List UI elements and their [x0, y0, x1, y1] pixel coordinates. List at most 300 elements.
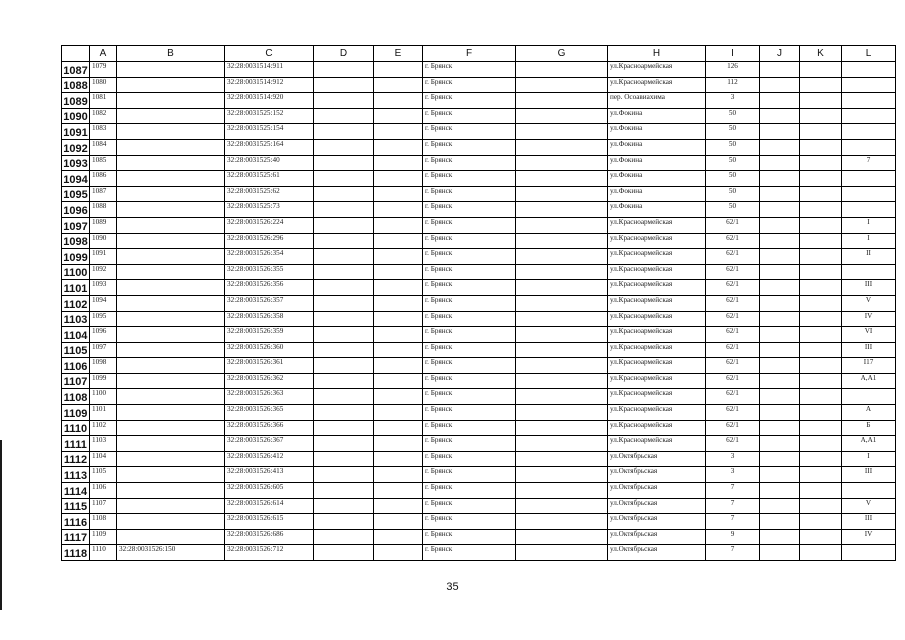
cell-d[interactable] [314, 467, 374, 483]
row-number[interactable]: 1118 [62, 545, 90, 561]
cell-g[interactable] [516, 249, 608, 265]
cell-h[interactable]: ул.Фокина [608, 186, 706, 202]
cell-g[interactable] [516, 498, 608, 514]
cell-j[interactable] [760, 93, 800, 109]
cell-e[interactable] [374, 358, 423, 374]
cell-e[interactable] [374, 62, 423, 78]
row-number[interactable]: 1089 [62, 93, 90, 109]
cell-l[interactable]: А [842, 405, 896, 421]
cell-l[interactable]: V [842, 295, 896, 311]
cell-l[interactable]: I17 [842, 358, 896, 374]
cell-j[interactable] [760, 249, 800, 265]
cell-a[interactable]: 1083 [90, 124, 117, 140]
cell-j[interactable] [760, 155, 800, 171]
cell-a[interactable]: 1079 [90, 62, 117, 78]
cell-k[interactable] [800, 327, 842, 343]
cell-k[interactable] [800, 249, 842, 265]
cell-l[interactable] [842, 124, 896, 140]
row-number[interactable]: 1106 [62, 358, 90, 374]
cell-a[interactable]: 1096 [90, 327, 117, 343]
cell-f[interactable]: г. Брянск [423, 171, 516, 187]
row-number[interactable]: 1090 [62, 108, 90, 124]
row-number[interactable]: 1113 [62, 467, 90, 483]
row-number[interactable]: 1107 [62, 373, 90, 389]
cell-g[interactable] [516, 311, 608, 327]
cell-f[interactable]: г. Брянск [423, 108, 516, 124]
cell-b[interactable] [117, 186, 225, 202]
cell-i[interactable]: 62/1 [706, 436, 760, 452]
cell-i[interactable]: 62/1 [706, 311, 760, 327]
cell-d[interactable] [314, 436, 374, 452]
cell-k[interactable] [800, 529, 842, 545]
cell-a[interactable]: 1087 [90, 186, 117, 202]
cell-i[interactable]: 3 [706, 451, 760, 467]
cell-d[interactable] [314, 529, 374, 545]
cell-b[interactable] [117, 514, 225, 530]
cell-l[interactable] [842, 202, 896, 218]
cell-h[interactable]: ул.Фокина [608, 202, 706, 218]
cell-e[interactable] [374, 467, 423, 483]
cell-b[interactable] [117, 124, 225, 140]
cell-b[interactable] [117, 62, 225, 78]
cell-f[interactable]: г. Брянск [423, 483, 516, 499]
cell-f[interactable]: г. Брянск [423, 420, 516, 436]
cell-a[interactable]: 1088 [90, 202, 117, 218]
cell-b[interactable] [117, 249, 225, 265]
cell-i[interactable]: 62/1 [706, 342, 760, 358]
cell-h[interactable]: ул.Фокина [608, 139, 706, 155]
cell-j[interactable] [760, 373, 800, 389]
cell-k[interactable] [800, 467, 842, 483]
cell-c[interactable]: 32:28:0031514:912 [225, 77, 314, 93]
cell-f[interactable]: г. Брянск [423, 467, 516, 483]
cell-j[interactable] [760, 171, 800, 187]
cell-g[interactable] [516, 186, 608, 202]
cell-j[interactable] [760, 186, 800, 202]
cell-d[interactable] [314, 217, 374, 233]
cell-e[interactable] [374, 233, 423, 249]
cell-i[interactable]: 62/1 [706, 358, 760, 374]
cell-a[interactable]: 1089 [90, 217, 117, 233]
cell-l[interactable]: III [842, 514, 896, 530]
row-number[interactable]: 1095 [62, 186, 90, 202]
cell-c[interactable]: 32:28:0031525:73 [225, 202, 314, 218]
cell-i[interactable]: 62/1 [706, 420, 760, 436]
cell-g[interactable] [516, 514, 608, 530]
cell-f[interactable]: г. Брянск [423, 498, 516, 514]
cell-l[interactable] [842, 545, 896, 561]
cell-d[interactable] [314, 545, 374, 561]
cell-b[interactable] [117, 483, 225, 499]
cell-d[interactable] [314, 139, 374, 155]
cell-l[interactable]: I [842, 217, 896, 233]
cell-j[interactable] [760, 342, 800, 358]
cell-j[interactable] [760, 467, 800, 483]
cell-l[interactable]: I [842, 233, 896, 249]
cell-k[interactable] [800, 171, 842, 187]
cell-j[interactable] [760, 358, 800, 374]
cell-c[interactable]: 32:28:0031525:62 [225, 186, 314, 202]
row-number[interactable]: 1101 [62, 280, 90, 296]
row-number[interactable]: 1109 [62, 405, 90, 421]
cell-j[interactable] [760, 436, 800, 452]
cell-d[interactable] [314, 186, 374, 202]
cell-e[interactable] [374, 498, 423, 514]
cell-i[interactable]: 62/1 [706, 280, 760, 296]
cell-l[interactable]: А,А1 [842, 436, 896, 452]
cell-g[interactable] [516, 202, 608, 218]
cell-g[interactable] [516, 358, 608, 374]
row-number[interactable]: 1116 [62, 514, 90, 530]
cell-i[interactable]: 50 [706, 108, 760, 124]
cell-c[interactable]: 32:28:0031526:605 [225, 483, 314, 499]
column-header-g[interactable]: G [516, 46, 608, 62]
cell-g[interactable] [516, 62, 608, 78]
cell-e[interactable] [374, 295, 423, 311]
cell-b[interactable] [117, 405, 225, 421]
cell-e[interactable] [374, 139, 423, 155]
cell-f[interactable]: г. Брянск [423, 264, 516, 280]
cell-e[interactable] [374, 342, 423, 358]
cell-b[interactable] [117, 139, 225, 155]
cell-f[interactable]: г. Брянск [423, 327, 516, 343]
row-number[interactable]: 1087 [62, 62, 90, 78]
cell-l[interactable]: А,А1 [842, 373, 896, 389]
cell-k[interactable] [800, 217, 842, 233]
cell-a[interactable]: 1093 [90, 280, 117, 296]
cell-g[interactable] [516, 233, 608, 249]
cell-g[interactable] [516, 155, 608, 171]
cell-j[interactable] [760, 217, 800, 233]
cell-c[interactable]: 32:28:0031526:686 [225, 529, 314, 545]
cell-b[interactable] [117, 155, 225, 171]
cell-e[interactable] [374, 436, 423, 452]
cell-a[interactable]: 1100 [90, 389, 117, 405]
cell-k[interactable] [800, 77, 842, 93]
cell-l[interactable] [842, 264, 896, 280]
row-number[interactable]: 1096 [62, 202, 90, 218]
cell-i[interactable]: 50 [706, 155, 760, 171]
cell-k[interactable] [800, 186, 842, 202]
cell-l[interactable]: II [842, 249, 896, 265]
cell-i[interactable]: 7 [706, 483, 760, 499]
cell-d[interactable] [314, 498, 374, 514]
cell-i[interactable]: 62/1 [706, 405, 760, 421]
cell-i[interactable]: 62/1 [706, 264, 760, 280]
cell-c[interactable]: 32:28:0031526:712 [225, 545, 314, 561]
cell-f[interactable]: г. Брянск [423, 295, 516, 311]
cell-f[interactable]: г. Брянск [423, 186, 516, 202]
cell-a[interactable]: 1085 [90, 155, 117, 171]
cell-c[interactable]: 32:28:0031526:355 [225, 264, 314, 280]
cell-b[interactable] [117, 342, 225, 358]
cell-c[interactable]: 32:28:0031526:359 [225, 327, 314, 343]
cell-b[interactable] [117, 264, 225, 280]
cell-f[interactable]: г. Брянск [423, 545, 516, 561]
cell-k[interactable] [800, 514, 842, 530]
cell-e[interactable] [374, 373, 423, 389]
cell-h[interactable]: ул.Красноармейская [608, 373, 706, 389]
cell-l[interactable] [842, 483, 896, 499]
cell-g[interactable] [516, 77, 608, 93]
cell-f[interactable]: г. Брянск [423, 77, 516, 93]
cell-h[interactable]: ул.Фокина [608, 124, 706, 140]
cell-g[interactable] [516, 108, 608, 124]
cell-i[interactable]: 3 [706, 467, 760, 483]
cell-d[interactable] [314, 171, 374, 187]
cell-j[interactable] [760, 514, 800, 530]
column-header-i[interactable]: I [706, 46, 760, 62]
cell-k[interactable] [800, 405, 842, 421]
column-header-a[interactable]: A [90, 46, 117, 62]
cell-l[interactable]: VI [842, 327, 896, 343]
cell-h[interactable]: ул.Октябрьская [608, 451, 706, 467]
cell-g[interactable] [516, 545, 608, 561]
cell-i[interactable]: 7 [706, 545, 760, 561]
row-number[interactable]: 1092 [62, 139, 90, 155]
cell-k[interactable] [800, 139, 842, 155]
cell-d[interactable] [314, 77, 374, 93]
cell-l[interactable]: IV [842, 311, 896, 327]
cell-k[interactable] [800, 389, 842, 405]
cell-f[interactable]: г. Брянск [423, 280, 516, 296]
cell-h[interactable]: ул.Октябрьская [608, 545, 706, 561]
cell-j[interactable] [760, 77, 800, 93]
cell-g[interactable] [516, 93, 608, 109]
cell-b[interactable] [117, 280, 225, 296]
cell-e[interactable] [374, 155, 423, 171]
cell-l[interactable] [842, 77, 896, 93]
cell-j[interactable] [760, 327, 800, 343]
cell-l[interactable]: Б [842, 420, 896, 436]
cell-c[interactable]: 32:28:0031525:152 [225, 108, 314, 124]
cell-h[interactable]: ул.Красноармейская [608, 77, 706, 93]
cell-k[interactable] [800, 202, 842, 218]
cell-d[interactable] [314, 280, 374, 296]
cell-e[interactable] [374, 451, 423, 467]
cell-a[interactable]: 1110 [90, 545, 117, 561]
cell-b[interactable] [117, 420, 225, 436]
cell-k[interactable] [800, 62, 842, 78]
cell-i[interactable]: 50 [706, 186, 760, 202]
cell-b[interactable] [117, 327, 225, 343]
column-header-b[interactable]: B [117, 46, 225, 62]
cell-h[interactable]: ул.Октябрьская [608, 514, 706, 530]
cell-f[interactable]: г. Брянск [423, 139, 516, 155]
cell-e[interactable] [374, 77, 423, 93]
cell-f[interactable]: г. Брянск [423, 342, 516, 358]
cell-c[interactable]: 32:28:0031526:360 [225, 342, 314, 358]
cell-g[interactable] [516, 124, 608, 140]
row-number[interactable]: 1099 [62, 249, 90, 265]
cell-j[interactable] [760, 108, 800, 124]
row-number[interactable]: 1105 [62, 342, 90, 358]
cell-a[interactable]: 1091 [90, 249, 117, 265]
cell-b[interactable] [117, 451, 225, 467]
cell-h[interactable]: ул.Красноармейская [608, 342, 706, 358]
cell-g[interactable] [516, 171, 608, 187]
cell-j[interactable] [760, 311, 800, 327]
cell-l[interactable] [842, 139, 896, 155]
cell-e[interactable] [374, 483, 423, 499]
cell-e[interactable] [374, 280, 423, 296]
cell-c[interactable]: 32:28:0031526:614 [225, 498, 314, 514]
cell-e[interactable] [374, 545, 423, 561]
cell-a[interactable]: 1092 [90, 264, 117, 280]
cell-g[interactable] [516, 373, 608, 389]
cell-j[interactable] [760, 420, 800, 436]
cell-c[interactable]: 32:28:0031526:296 [225, 233, 314, 249]
cell-c[interactable]: 32:28:0031526:354 [225, 249, 314, 265]
cell-b[interactable] [117, 77, 225, 93]
cell-l[interactable]: IV [842, 529, 896, 545]
cell-k[interactable] [800, 342, 842, 358]
cell-f[interactable]: г. Брянск [423, 124, 516, 140]
cell-k[interactable] [800, 311, 842, 327]
cell-i[interactable]: 50 [706, 124, 760, 140]
cell-h[interactable]: ул.Красноармейская [608, 311, 706, 327]
cell-i[interactable]: 62/1 [706, 295, 760, 311]
cell-j[interactable] [760, 405, 800, 421]
cell-f[interactable]: г. Брянск [423, 405, 516, 421]
cell-e[interactable] [374, 311, 423, 327]
cell-k[interactable] [800, 483, 842, 499]
cell-c[interactable]: 32:28:0031526:363 [225, 389, 314, 405]
cell-e[interactable] [374, 327, 423, 343]
cell-k[interactable] [800, 545, 842, 561]
cell-d[interactable] [314, 202, 374, 218]
cell-c[interactable]: 32:28:0031514:920 [225, 93, 314, 109]
cell-l[interactable]: III [842, 280, 896, 296]
cell-d[interactable] [314, 514, 374, 530]
cell-f[interactable]: г. Брянск [423, 233, 516, 249]
row-number[interactable]: 1094 [62, 171, 90, 187]
cell-h[interactable]: ул.Октябрьская [608, 529, 706, 545]
cell-g[interactable] [516, 342, 608, 358]
cell-d[interactable] [314, 62, 374, 78]
cell-l[interactable]: I [842, 451, 896, 467]
cell-b[interactable] [117, 389, 225, 405]
cell-k[interactable] [800, 358, 842, 374]
cell-d[interactable] [314, 93, 374, 109]
cell-k[interactable] [800, 108, 842, 124]
row-number[interactable]: 1104 [62, 327, 90, 343]
cell-a[interactable]: 1090 [90, 233, 117, 249]
cell-d[interactable] [314, 358, 374, 374]
cell-f[interactable]: г. Брянск [423, 93, 516, 109]
cell-d[interactable] [314, 108, 374, 124]
cell-i[interactable]: 50 [706, 171, 760, 187]
cell-e[interactable] [374, 405, 423, 421]
cell-c[interactable]: 32:28:0031526:367 [225, 436, 314, 452]
cell-a[interactable]: 1106 [90, 483, 117, 499]
row-number[interactable]: 1114 [62, 483, 90, 499]
cell-h[interactable]: ул.Октябрьская [608, 483, 706, 499]
cell-e[interactable] [374, 420, 423, 436]
cell-k[interactable] [800, 451, 842, 467]
cell-b[interactable] [117, 295, 225, 311]
row-number[interactable]: 1088 [62, 77, 90, 93]
cell-d[interactable] [314, 483, 374, 499]
cell-g[interactable] [516, 280, 608, 296]
cell-a[interactable]: 1104 [90, 451, 117, 467]
cell-f[interactable]: г. Брянск [423, 62, 516, 78]
cell-f[interactable]: г. Брянск [423, 436, 516, 452]
cell-a[interactable]: 1109 [90, 529, 117, 545]
cell-a[interactable]: 1086 [90, 171, 117, 187]
cell-j[interactable] [760, 451, 800, 467]
cell-f[interactable]: г. Брянск [423, 155, 516, 171]
corner-cell[interactable] [62, 46, 90, 62]
cell-c[interactable]: 32:28:0031526:224 [225, 217, 314, 233]
cell-g[interactable] [516, 139, 608, 155]
cell-i[interactable]: 126 [706, 62, 760, 78]
cell-h[interactable]: ул.Фокина [608, 155, 706, 171]
cell-j[interactable] [760, 295, 800, 311]
cell-c[interactable]: 32:28:0031525:61 [225, 171, 314, 187]
cell-c[interactable]: 32:28:0031526:361 [225, 358, 314, 374]
cell-g[interactable] [516, 405, 608, 421]
cell-l[interactable]: V [842, 498, 896, 514]
cell-a[interactable]: 1108 [90, 514, 117, 530]
cell-k[interactable] [800, 264, 842, 280]
cell-c[interactable]: 32:28:0031525:154 [225, 124, 314, 140]
cell-h[interactable]: ул.Красноармейская [608, 295, 706, 311]
cell-f[interactable]: г. Брянск [423, 249, 516, 265]
column-header-e[interactable]: E [374, 46, 423, 62]
cell-j[interactable] [760, 389, 800, 405]
cell-j[interactable] [760, 280, 800, 296]
column-header-j[interactable]: J [760, 46, 800, 62]
cell-k[interactable] [800, 280, 842, 296]
cell-c[interactable]: 32:28:0031526:413 [225, 467, 314, 483]
cell-l[interactable] [842, 62, 896, 78]
cell-c[interactable]: 32:28:0031525:164 [225, 139, 314, 155]
cell-j[interactable] [760, 264, 800, 280]
cell-c[interactable]: 32:28:0031526:366 [225, 420, 314, 436]
cell-a[interactable]: 1084 [90, 139, 117, 155]
cell-l[interactable]: III [842, 467, 896, 483]
cell-e[interactable] [374, 186, 423, 202]
cell-c[interactable]: 32:28:0031526:356 [225, 280, 314, 296]
cell-d[interactable] [314, 264, 374, 280]
cell-g[interactable] [516, 467, 608, 483]
cell-k[interactable] [800, 373, 842, 389]
cell-d[interactable] [314, 124, 374, 140]
cell-l[interactable]: III [842, 342, 896, 358]
cell-l[interactable]: 7 [842, 155, 896, 171]
cell-a[interactable]: 1094 [90, 295, 117, 311]
cell-e[interactable] [374, 514, 423, 530]
cell-c[interactable]: 32:28:0031526:412 [225, 451, 314, 467]
cell-h[interactable]: ул.Красноармейская [608, 280, 706, 296]
cell-l[interactable] [842, 108, 896, 124]
cell-d[interactable] [314, 311, 374, 327]
cell-d[interactable] [314, 233, 374, 249]
cell-f[interactable]: г. Брянск [423, 389, 516, 405]
cell-b[interactable] [117, 529, 225, 545]
cell-h[interactable]: ул.Красноармейская [608, 62, 706, 78]
row-number[interactable]: 1111 [62, 436, 90, 452]
cell-a[interactable]: 1105 [90, 467, 117, 483]
cell-e[interactable] [374, 264, 423, 280]
row-number[interactable]: 1117 [62, 529, 90, 545]
cell-h[interactable]: ул.Фокина [608, 171, 706, 187]
cell-e[interactable] [374, 529, 423, 545]
cell-c[interactable]: 32:28:0031526:358 [225, 311, 314, 327]
cell-g[interactable] [516, 420, 608, 436]
column-header-h[interactable]: H [608, 46, 706, 62]
